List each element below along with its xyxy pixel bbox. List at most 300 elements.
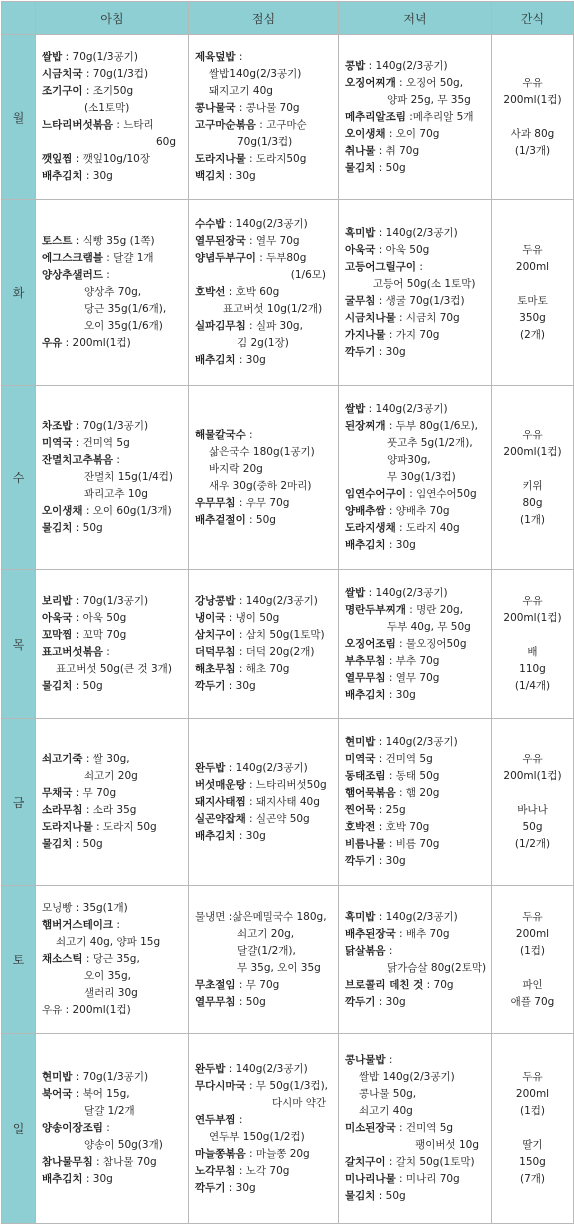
menu-item-name: 굴무침	[345, 294, 376, 307]
snack-line: 110g	[519, 663, 546, 675]
menu-item-name: 완두밥	[195, 1062, 226, 1075]
snack-line: 200ml	[515, 1088, 550, 1100]
lunch-cell	[189, 570, 339, 719]
menu-item-name: 부추무침	[345, 654, 386, 667]
menu-item-name: 삼치구이	[195, 629, 236, 641]
menu-item	[345, 109, 487, 126]
menu-item-detail: 잔멸치 15g(1/4컵)	[84, 471, 174, 483]
menu-item	[345, 1154, 487, 1171]
menu-item-name: 노각무침	[195, 1164, 236, 1177]
corner-header	[2, 2, 36, 35]
snack-line: 200ml(1컵)	[503, 612, 562, 624]
menu-item	[345, 926, 487, 943]
snack-line: (1/2개)	[514, 838, 551, 850]
menu-item-amount: : 140g(2/3공기)	[375, 226, 458, 239]
lunch-cell	[189, 1034, 339, 1224]
menu-item-name: 버섯매운탕	[195, 778, 246, 791]
snack-line: 딸기	[522, 1139, 543, 1151]
menu-item	[195, 610, 334, 627]
menu-item	[42, 917, 184, 934]
menu-item	[42, 610, 184, 627]
day-row	[2, 1034, 574, 1224]
menu-item-name: 돼지사태찜	[195, 795, 246, 808]
menu-item-name: 물김치	[42, 522, 73, 534]
snack-cell	[492, 1034, 574, 1224]
snack-spacer	[494, 785, 571, 802]
menu-item-name: 햄버거스테이크	[42, 919, 114, 931]
menu-item-detail: 두부 40g, 무 50g	[387, 620, 471, 633]
snack-line: 배	[527, 646, 538, 658]
menu-item	[195, 216, 334, 233]
menu-item-name: 콩밥	[345, 59, 366, 72]
menu-item-name: 비름나물	[345, 838, 386, 850]
snack-spacer	[494, 960, 571, 977]
menu-item-name: 미나리나물	[345, 1173, 396, 1185]
menu-item-name: 고구마순볶음	[195, 119, 256, 131]
lunch-cell	[189, 386, 339, 570]
menu-item	[42, 335, 184, 352]
menu-item-amount: : 호박 60g	[225, 286, 280, 298]
menu-item-amount: : 30g	[82, 170, 113, 182]
menu-item-amount: : 우무 70g	[235, 496, 290, 509]
dinner-header: 저녁	[339, 2, 492, 35]
menu-item	[42, 520, 184, 537]
menu-item-detail: 쇠고기 40g	[359, 1105, 413, 1117]
menu-item-name: 무초절임	[195, 978, 236, 991]
menu-item-name: 흑미밥	[345, 910, 376, 923]
menu-item	[42, 1154, 184, 1171]
snack-line: 두유	[522, 1071, 543, 1083]
snack-line: 50g	[522, 821, 543, 833]
menu-item-name: 된장찌개	[345, 420, 386, 432]
snack-cell	[492, 719, 574, 886]
menu-item	[345, 994, 487, 1011]
dinner-cell	[339, 386, 492, 570]
menu-item	[195, 495, 334, 512]
lunch-cell	[189, 35, 339, 200]
menu-item-amount: : 70g(1/3공기)	[62, 51, 138, 63]
menu-item-detail: 꽈리고추 10g	[84, 488, 148, 500]
menu-item	[345, 160, 487, 177]
menu-item-amount: : 동태 50g	[385, 770, 440, 782]
menu-item	[345, 836, 487, 853]
menu-item-detail: 쌀밥 140g(2/3공기)	[359, 1071, 455, 1083]
menu-item-name: 열무무침	[345, 671, 386, 684]
menu-item-detail: 무 35g, 오이 35g	[237, 961, 321, 974]
menu-item	[345, 58, 487, 75]
menu-item-amount: : 70g(1/3공기)	[72, 1071, 149, 1083]
menu-item	[195, 994, 334, 1011]
menu-item-amount: : 140g(2/3공기)	[365, 586, 448, 599]
menu-item-detail: 달걀 1/2개	[84, 1105, 135, 1117]
menu-item-detail: 양파30g,	[387, 454, 431, 466]
menu-item-amount: : 건미역 5g	[72, 437, 130, 449]
menu-item-amount: : 깻잎10g/10장	[72, 153, 151, 165]
snack-line: 두유	[522, 243, 543, 256]
menu-item-amount: : 임연수어50g	[405, 488, 477, 500]
menu-item-name: 도라지생채	[345, 522, 396, 534]
menu-item-name: 실파김무침	[195, 320, 246, 332]
breakfast-header: 아침	[36, 2, 189, 35]
menu-item-amount: : 실파 30g,	[245, 320, 303, 332]
menu-item-name: 에그스크램블	[42, 252, 103, 264]
menu-item-name: 배추김치	[195, 829, 236, 842]
menu-item-amount: : 오징어 50g,	[395, 76, 464, 89]
menu-item	[345, 670, 487, 687]
menu-item-name: 열무된장국	[195, 235, 246, 247]
menu-item	[195, 661, 334, 678]
menu-item-amount: : 실곤약 50g	[245, 812, 310, 825]
menu-item	[345, 293, 487, 310]
menu-item-name: 도라지나물	[195, 153, 246, 165]
breakfast-cell	[36, 719, 189, 886]
menu-item	[345, 310, 487, 327]
menu-item	[345, 344, 487, 361]
menu-item-name: 오이생채	[345, 127, 386, 140]
menu-item-name: 냉이국	[195, 612, 226, 624]
menu-item	[195, 627, 334, 644]
menu-item-detail: 삶은국수 180g(1공기)	[209, 445, 315, 458]
snack-cell	[492, 386, 574, 570]
menu-item	[42, 503, 184, 520]
menu-item-amount: : 140g(2/3공기)	[365, 59, 448, 72]
menu-item	[345, 1171, 487, 1188]
menu-item-detail: (1/6모)	[290, 269, 326, 281]
menu-item	[195, 678, 334, 695]
menu-item-detail: 돼지고기 40g	[209, 85, 273, 97]
snack-line: (1컵)	[519, 944, 546, 957]
menu-item-amount: : 30g	[235, 354, 266, 366]
menu-item	[42, 951, 184, 968]
menu-item-name: 꼬막찜	[42, 629, 73, 641]
snack-line: 200ml	[515, 260, 550, 273]
menu-item-detail: 표고버섯 50g(큰 것 3개)	[56, 663, 172, 675]
menu-item-name: 쌀밥	[345, 403, 366, 415]
day-label: 토	[2, 886, 36, 1034]
menu-item-amount: : 140g(2/3공기)	[225, 218, 308, 230]
menu-item-amount: : 140g(2/3공기)	[365, 403, 448, 415]
menu-item-detail: 60g	[155, 136, 176, 148]
day-row	[2, 200, 574, 386]
day-label: 수	[2, 386, 36, 570]
menu-item-name: 실곤약잡채	[195, 812, 246, 825]
menu-item	[42, 168, 184, 185]
menu-item	[345, 418, 487, 435]
menu-item-amount: : 갈치 50g(1토막)	[385, 1156, 475, 1168]
menu-item-name: 양념두부구이	[195, 252, 256, 264]
menu-item	[42, 1120, 184, 1137]
menu-item-name: 토스트	[42, 235, 73, 247]
menu-item-amount: : 삼치 50g(1토막)	[235, 629, 325, 641]
menu-item-detail: 쌀밥140g(2/3공기)	[209, 68, 302, 80]
menu-item-detail: 연두부 150g(1/2컵)	[209, 1130, 305, 1143]
menu-item-amount: : 북어 15g,	[72, 1088, 130, 1100]
menu-item-amount: :	[385, 944, 393, 957]
menu-item-name: 무채국	[42, 787, 73, 799]
menu-item-amount: : 오이 70g	[385, 127, 440, 140]
menu-item-amount: :	[113, 919, 120, 931]
menu-item-detail: 김 2g(1장)	[237, 337, 289, 349]
menu-item-amount: : 부추 70g	[385, 654, 440, 667]
menu-item-detail: 바지락 20g	[209, 462, 263, 475]
menu-item	[195, 1163, 334, 1180]
menu-item-amount: : 식빵 35g (1쪽)	[72, 235, 155, 247]
menu-item-amount: : 50g	[72, 522, 103, 534]
menu-item-detail: 쇠고기 20g	[84, 770, 138, 782]
snack-spacer	[494, 109, 571, 126]
menu-item-name: 갈치구이	[345, 1156, 386, 1168]
menu-item-name: 깍두기	[195, 680, 226, 692]
menu-item-detail: 당근 35g(1/6개),	[84, 303, 167, 315]
menu-item-amount: : 50g	[235, 995, 266, 1008]
snack-line: 200ml(1컵)	[503, 445, 562, 458]
menu-item-amount: : 무 70g	[72, 787, 117, 799]
menu-item	[345, 126, 487, 143]
menu-item-amount: : 취 70g	[375, 144, 420, 157]
menu-item-amount: : 50g	[375, 161, 406, 174]
menu-item-name: 콩나물국	[195, 102, 236, 114]
menu-item	[345, 768, 487, 785]
day-row	[2, 886, 574, 1034]
menu-item-amount: : 140g(2/3공기)	[375, 910, 458, 923]
menu-item-amount: :메추리알 5개	[405, 110, 474, 123]
menu-item-name: 배추김치	[345, 539, 386, 551]
menu-item-amount: : 200ml(1컵)	[62, 337, 131, 349]
menu-item-amount: : 70g	[423, 978, 454, 991]
menu-item-name: 임연수어구이	[345, 488, 406, 500]
menu-item-amount: : 콩나물 70g	[235, 102, 300, 114]
menu-item	[195, 1112, 334, 1129]
menu-item-name: 배추김치	[42, 1173, 83, 1185]
menu-item	[195, 909, 334, 926]
menu-item-name: 더덕무침	[195, 646, 236, 658]
menu-item-amount: : 햄 20g	[395, 787, 440, 799]
menu-item-amount: : 소라 35g	[82, 804, 137, 816]
menu-item-name: 강낭콩밥	[195, 595, 236, 607]
menu-item-name: 차조밥	[42, 420, 73, 432]
menu-item	[42, 418, 184, 435]
menu-item-name: 무다시마국	[195, 1079, 246, 1092]
menu-item	[345, 909, 487, 926]
day-label: 월	[2, 35, 36, 200]
menu-item	[195, 151, 334, 168]
snack-line: (2개)	[519, 328, 546, 341]
menu-item-name: 시금치국	[42, 68, 83, 80]
menu-item-amount: : 노각 70g	[235, 1164, 290, 1177]
snack-line: 키위	[522, 479, 543, 492]
menu-item-detail: 고등어 50g(소 1토막)	[373, 277, 476, 290]
menu-item-name: 제육덮밥	[195, 51, 236, 63]
menu-item	[42, 593, 184, 610]
snack-line: 토마토	[517, 294, 548, 307]
menu-item-amount: : 50g	[375, 1190, 406, 1202]
menu-item-amount: : 140g(2/3공기)	[225, 761, 308, 774]
menu-item-amount: : 배추 70g	[395, 927, 450, 940]
menu-item-detail: 쇠고기 20g,	[237, 927, 295, 940]
menu-item-amount: :	[102, 646, 110, 658]
menu-item	[42, 117, 184, 134]
lunch-cell	[189, 200, 339, 386]
menu-item-amount: : 30g	[375, 855, 406, 867]
menu-item-amount: : 고구마순	[255, 119, 307, 131]
menu-item	[345, 503, 487, 520]
snack-header: 간식	[492, 2, 574, 35]
menu-item-name: 아욱국	[345, 243, 376, 256]
menu-item	[345, 401, 487, 418]
menu-item-detail: (소1토막)	[84, 102, 130, 114]
menu-item-name: 보리밥	[42, 595, 73, 607]
menu-item	[42, 233, 184, 250]
menu-item-name: 브로콜리 데친 것	[345, 978, 424, 991]
menu-item-name: 쇠고기죽	[42, 753, 83, 765]
menu-item-detail: 오이 35g,	[84, 970, 131, 982]
snack-line: 200ml	[515, 927, 550, 940]
menu-item-amount: : 건미역 5g	[375, 753, 433, 765]
menu-item	[195, 977, 334, 994]
menu-item-amount: : 도라지 50g	[92, 821, 157, 833]
snack-cell	[492, 570, 574, 719]
menu-item-amount: : 열무 70g	[385, 671, 440, 684]
menu-item-name: 물김치	[345, 1190, 376, 1202]
menu-item	[195, 1146, 334, 1163]
menu-item-name: 채소스틱	[42, 953, 83, 965]
menu-item-amount: : 조기50g	[82, 85, 134, 97]
menu-item-name: 현미밥	[42, 1071, 73, 1083]
menu-item-amount: :	[235, 1113, 243, 1126]
menu-item-name: 가지나물	[345, 328, 386, 341]
menu-item-name: 호박전	[345, 821, 376, 833]
menu-item	[345, 1120, 487, 1137]
menu-item-amount: : 70g(1/3공기)	[72, 420, 149, 432]
menu-item-name: 해물칼국수	[195, 428, 246, 441]
menu-item	[195, 794, 334, 811]
menu-item-name: 깍두기	[195, 1181, 226, 1194]
breakfast-cell	[36, 886, 189, 1034]
menu-item	[195, 49, 334, 66]
snack-line: (1/4개)	[514, 680, 551, 692]
menu-item-amount: : 두부80g	[255, 252, 307, 264]
menu-item-amount: : 느타리	[113, 119, 154, 131]
menu-item-detail: 양상추 70g,	[84, 286, 142, 298]
menu-item	[195, 760, 334, 777]
menu-item	[42, 836, 184, 853]
snack-line: 우유	[522, 428, 543, 441]
snack-line: 200ml(1컵)	[503, 93, 562, 106]
menu-item-name: 명란두부찌개	[345, 603, 406, 616]
snack-line: 200ml(1컵)	[503, 770, 562, 782]
menu-item	[195, 828, 334, 845]
menu-item-amount: :	[235, 51, 243, 63]
snack-line: 파인	[522, 978, 543, 991]
menu-item-name: 배추겉절이	[195, 513, 246, 526]
menu-item	[42, 66, 184, 83]
menu-item-amount: : 비름 70g	[385, 838, 440, 850]
menu-item-amount: : 30g	[375, 345, 406, 358]
menu-item	[195, 318, 334, 335]
menu-item-name: 호박선	[195, 286, 226, 298]
menu-item-amount: : 쌀 30g,	[82, 753, 130, 765]
menu-item-amount: : 두부 80g(1/6모),	[385, 420, 479, 432]
menu-item	[345, 751, 487, 768]
menu-item	[345, 636, 487, 653]
menu-item-name: 물김치	[345, 161, 376, 174]
menu-item	[42, 819, 184, 836]
menu-item-amount: : 무 50g(1/3컵),	[245, 1079, 329, 1092]
menu-item	[345, 977, 487, 994]
menu-item-name: 백김치	[195, 170, 226, 182]
menu-item-name: 배추된장국	[345, 927, 396, 940]
day-label: 금	[2, 719, 36, 886]
menu-item-amount: : 열무 70g	[245, 235, 300, 247]
menu-item	[345, 687, 487, 704]
menu-item-detail: 샐러리 30g	[84, 987, 138, 999]
menu-item	[345, 242, 487, 259]
menu-item-amount: : 돼지사태 40g	[245, 795, 320, 808]
day-row	[2, 35, 574, 200]
menu-item-name: 오징어찌개	[345, 76, 396, 89]
snack-spacer	[494, 276, 571, 293]
menu-item	[42, 452, 184, 469]
menu-item-name: 깍두기	[345, 345, 376, 358]
menu-item-amount: : 30g	[225, 1181, 256, 1194]
menu-item-amount: : 당근 35g,	[82, 953, 140, 965]
snack-cell	[492, 886, 574, 1034]
menu-item	[42, 83, 184, 100]
menu-item-name: 오징어조림	[345, 637, 396, 650]
menu-item	[42, 151, 184, 168]
menu-item-detail: 무 30g(1/3컵)	[387, 471, 456, 483]
menu-item-name: 열무무침	[195, 995, 236, 1008]
day-row	[2, 719, 574, 886]
menu-item-amount: : 도라지50g	[245, 153, 307, 165]
menu-item-name: 양상추샐러드	[42, 269, 103, 281]
menu-item-name: 흑미밥	[345, 226, 376, 239]
snack-line: 350g	[519, 311, 546, 324]
snack-line: 150g	[519, 1156, 546, 1168]
menu-item	[345, 602, 487, 619]
menu-item-name: 깻잎찜	[42, 153, 73, 165]
menu-item-amount: :	[245, 428, 253, 441]
menu-item	[345, 75, 487, 92]
breakfast-cell	[36, 35, 189, 200]
menu-item-amount: :	[102, 269, 110, 281]
menu-item	[345, 802, 487, 819]
lunch-header: 점심	[189, 2, 339, 35]
menu-item-name: 배추김치	[345, 688, 386, 701]
menu-item-name: 오이생채	[42, 505, 83, 517]
menu-item-name: 우무무침	[195, 496, 236, 509]
menu-item	[345, 1188, 487, 1205]
menu-item-amount: : 해초 70g	[235, 663, 290, 675]
menu-item	[345, 537, 487, 554]
menu-item-name: 물김치	[42, 680, 73, 692]
menu-item-name: 참나물무침	[42, 1156, 93, 1168]
menu-item-name: 콩나물밥	[345, 1054, 386, 1066]
menu-item	[345, 259, 487, 276]
menu-item-detail: 다시마 약간	[271, 1096, 326, 1109]
menu-item-amount: : 가지 70g	[385, 328, 440, 341]
menu-item	[42, 751, 184, 768]
menu-item-amount: : 30g	[385, 539, 416, 551]
menu-item-amount: : 미나리 70g	[395, 1173, 460, 1185]
menu-item-name: 도라지나물	[42, 821, 93, 833]
menu-item	[195, 1061, 334, 1078]
menu-item-amount: : 30g	[375, 995, 406, 1008]
menu-item-amount: : 30g	[225, 170, 256, 182]
menu-item	[42, 785, 184, 802]
menu-item	[345, 585, 487, 602]
menu-item-amount: : 무 70g	[235, 978, 280, 991]
